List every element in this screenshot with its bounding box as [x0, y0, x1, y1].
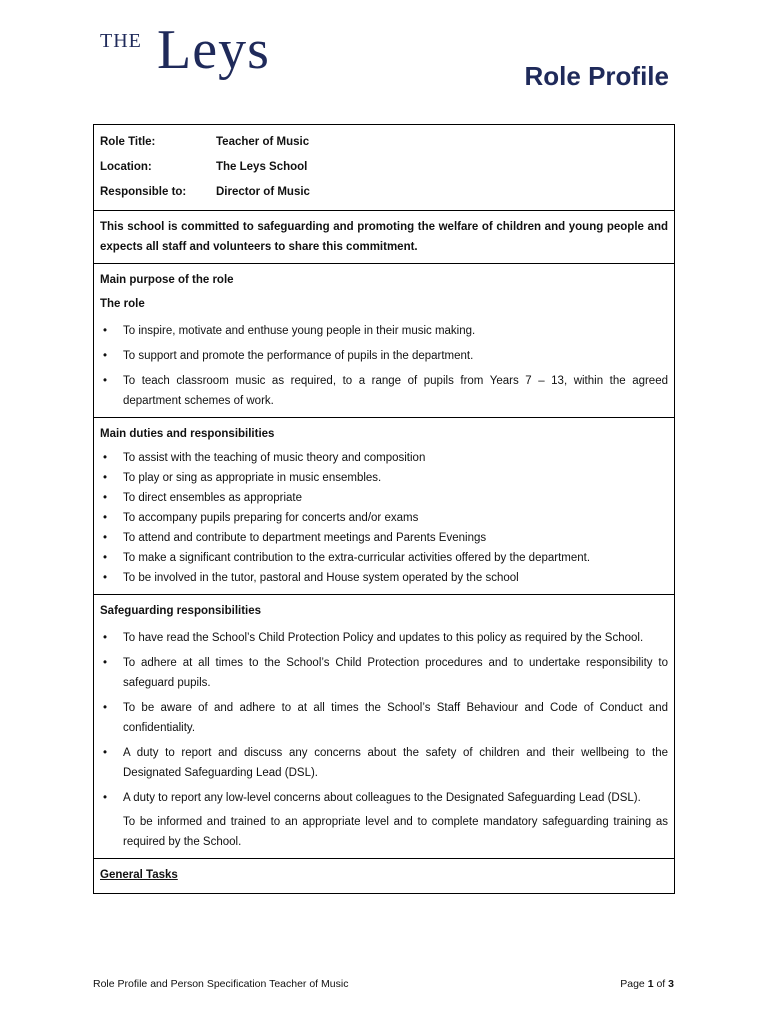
list-item — [100, 508, 668, 528]
list-item-text: To attend and contribute to department meetings and Parents Evenings — [123, 532, 487, 544]
list-item — [100, 568, 668, 588]
list-item — [100, 743, 668, 783]
detail-value: Director of Music — [216, 185, 310, 198]
purpose-section — [94, 264, 674, 418]
general-tasks-section — [94, 859, 674, 893]
list-item-text: To have read the School’s Child Protection Policy and updates to this policy as required by the School. — [123, 632, 644, 644]
safeguarding-paragraph: To be informed and trained to an appropriate level and to complete mandatory safeguarding training as required by the School. — [123, 816, 668, 848]
list-item-text: To play or sing as appropriate in music ensembles. — [123, 472, 382, 484]
bullet-icon: • — [103, 702, 108, 714]
duties-list — [100, 448, 668, 588]
list-item — [100, 321, 668, 341]
duties-heading: Main duties and responsibilities — [100, 428, 275, 440]
detail-value: The Leys School — [216, 160, 308, 173]
bullet-icon: • — [103, 452, 108, 464]
bullet-icon: • — [103, 472, 108, 484]
page-total: 3 — [668, 978, 674, 990]
list-item — [100, 488, 668, 508]
list-item — [100, 528, 668, 548]
bullet-icon: • — [103, 350, 108, 362]
purpose-list — [100, 321, 668, 411]
bullet-icon: • — [103, 632, 108, 644]
detail-key: Responsible to: — [100, 185, 187, 198]
safeguarding-section — [94, 595, 674, 859]
list-item — [100, 548, 668, 568]
bullet-icon: • — [103, 492, 108, 504]
safeguarding-list — [100, 628, 668, 808]
footer-title: Role Profile and Person Specification Teacher of Music — [93, 978, 349, 990]
safeguarding-heading: Safeguarding responsibilities — [100, 605, 262, 617]
list-item — [100, 448, 668, 468]
list-item-text: To be involved in the tutor, pastoral and House system operated by the school — [123, 572, 519, 584]
duties-section — [94, 418, 674, 595]
list-item — [100, 346, 668, 366]
general-tasks-heading: General Tasks — [100, 869, 178, 881]
list-item — [100, 468, 668, 488]
list-item-text: A duty to report and discuss any concerns about the safety of children and their wellbeing to the Designated Safeguarding Lead (DSL). — [123, 747, 668, 779]
page-title: Role Profile — [524, 61, 669, 91]
role-profile-table — [93, 124, 675, 894]
page-number — [620, 978, 674, 990]
bullet-icon: • — [103, 747, 108, 759]
bullet-icon: • — [103, 512, 108, 524]
bullet-icon: • — [103, 657, 108, 669]
list-item-text: To accompany pupils preparing for concerts and/or exams — [123, 512, 419, 524]
bullet-icon: • — [103, 572, 108, 584]
list-item-text: To support and promote the performance of pupils in the department. — [123, 350, 474, 362]
role-subheading: The role — [100, 298, 145, 310]
detail-row — [100, 154, 668, 179]
list-item-text: To adhere at all times to the School’s Child Protection procedures and to undertake responsibility to safeguard pupils. — [123, 657, 668, 689]
bullet-icon: • — [103, 532, 108, 544]
list-item-text: To be aware of and adhere to at all times the School’s Staff Behaviour and Code of Conduct and confidentiality. — [123, 702, 668, 734]
detail-row — [100, 179, 668, 204]
list-item — [100, 698, 668, 738]
bullet-icon: • — [103, 792, 108, 804]
detail-key: Location: — [100, 160, 152, 173]
list-item-text: To inspire, motivate and enthuse young people in their music making. — [123, 325, 476, 337]
list-item-text: To make a significant contribution to the extra-curricular activities offered by the department. — [123, 552, 591, 564]
list-item-text: To teach classroom music as required, to a range of pupils from Years 7 – 13, within the agreed department schemes of work. — [123, 375, 668, 407]
page-current: 1 — [647, 978, 654, 990]
list-item — [100, 371, 668, 411]
list-item-text: To direct ensembles as appropriate — [123, 492, 302, 504]
list-item — [100, 653, 668, 693]
detail-value: Teacher of Music — [216, 135, 310, 148]
list-item-text: A duty to report any low-level concerns about colleagues to the Designated Safeguarding Lead (DSL). — [123, 792, 641, 804]
statement-section — [94, 211, 674, 264]
list-item — [100, 788, 668, 808]
purpose-heading: Main purpose of the role — [100, 274, 234, 286]
detail-key: Role Title: — [100, 135, 156, 148]
logo-leys: Leys — [157, 19, 270, 81]
list-item-text: To assist with the teaching of music theory and composition — [123, 452, 426, 464]
list-item — [100, 628, 668, 648]
page-of: of — [656, 978, 666, 990]
logo-the: THE — [100, 30, 142, 52]
page-label: Page — [620, 978, 645, 990]
bullet-icon: • — [103, 375, 108, 387]
safeguarding-statement: This school is committed to safeguarding and promoting the welfare of children and young people and expects all staff and volunteers to share this commitment. — [100, 221, 668, 253]
bullet-icon: • — [103, 552, 108, 564]
detail-row — [100, 129, 668, 154]
details-section — [94, 125, 674, 211]
bullet-icon: • — [103, 325, 108, 337]
